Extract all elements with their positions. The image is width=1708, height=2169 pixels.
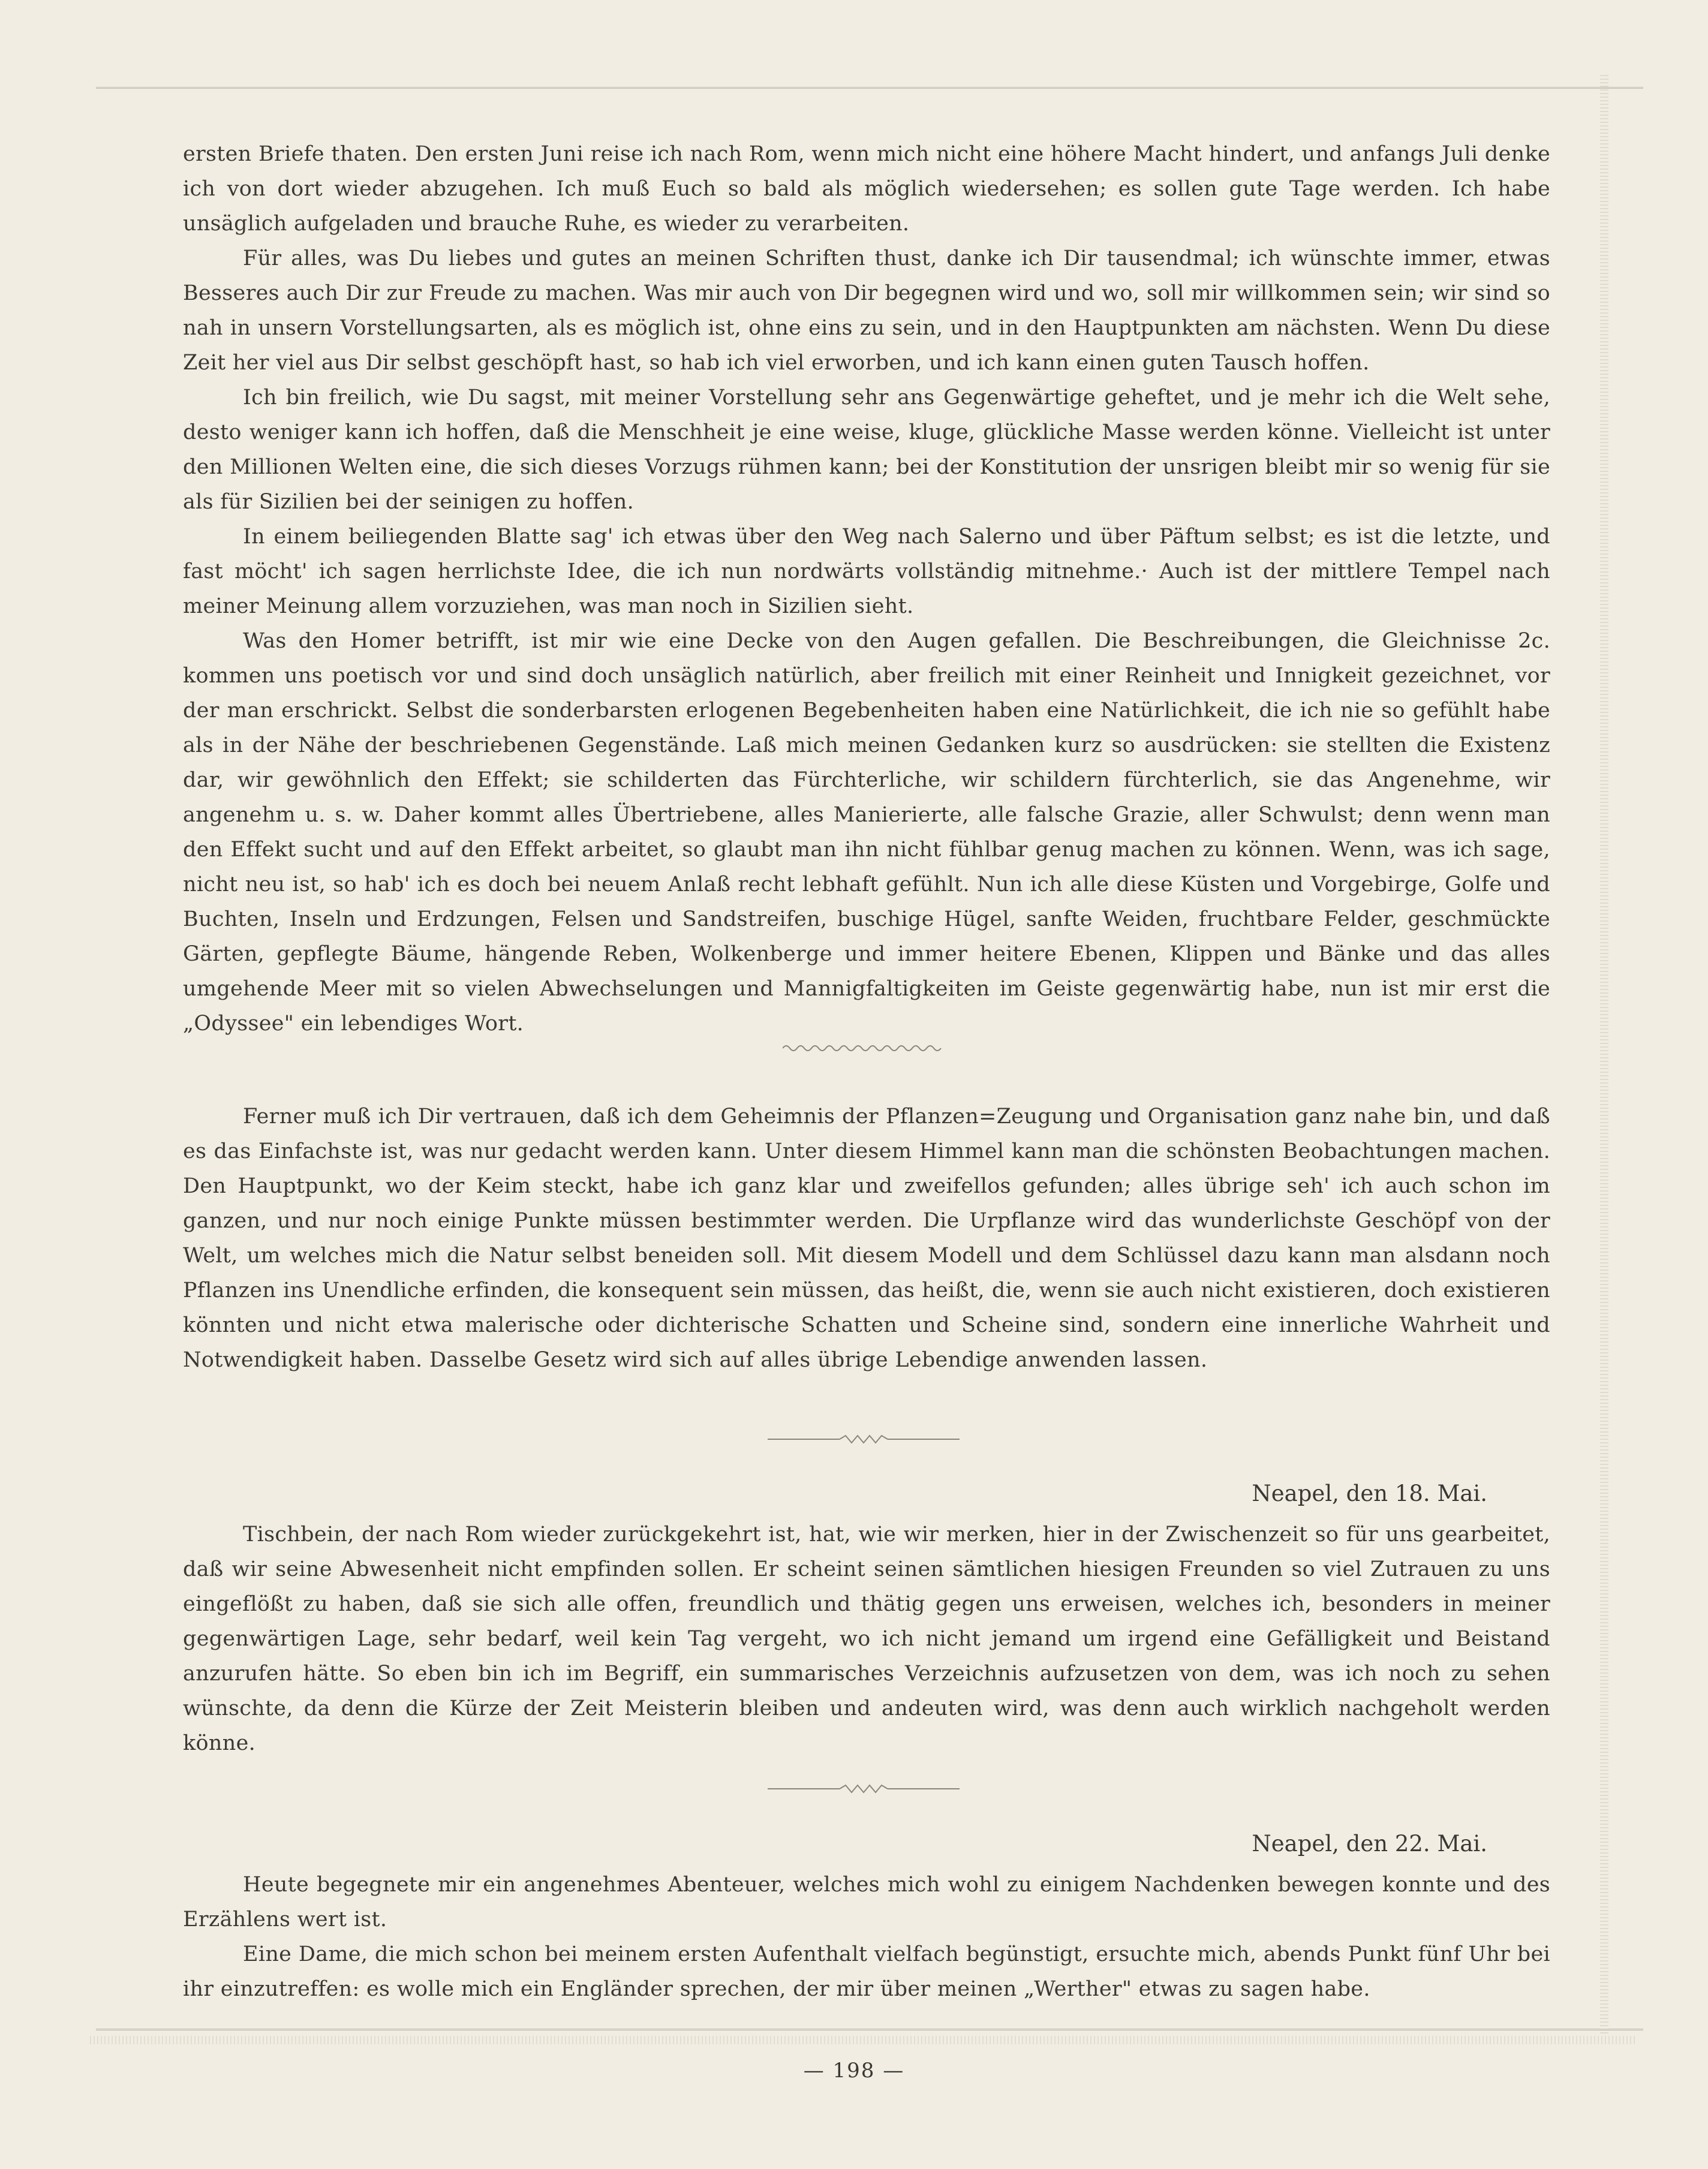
decorative-border-bottom [90,2036,1637,2044]
ornamental-divider [768,1433,960,1445]
paragraph: Eine Dame, die mich schon bei meinem ersten Aufenthalt vielfach begünstigt, ersuchte mich, abends Punkt fünf Uhr bei ihr einzutreffen: es wolle mich ein Engländer sprechen, der mir über meinen „Werther" etwas zu sagen habe. [183,1942,1550,2001]
page-number: — 198 — [803,2059,905,2083]
paragraph: Heute begegnete mir ein angenehmes Abenteuer, welches mich wohl zu einigem Nachdenken bewegen konnte und des Erzählens wert ist. [183,1873,1550,1932]
dateline: Neapel, den 22. Mai. [1252,1831,1487,1857]
paragraph: Für alles, was Du liebes und gutes an meinen Schriften thust, danke ich Dir tausendmal; ich wünschte immer, etwas Besseres auch Dir zur Freude zu machen. Was mir auch von Dir begegnen wird und wo, soll mir willkommen sein; wir sind so nah in unsern Vorstellungsarten, als es möglich ist, ohne eins zu sein, und in den Hauptpunkten am nächsten. Wenn Du diese Zeit her viel aus Dir selbst geschöpft hast, so hab ich viel erworben, und ich kann einen guten Tausch hoffen. [183,246,1550,375]
paragraph: Was den Homer betrifft, ist mir wie eine Decke von den Augen gefallen. Die Beschreibungen, die Gleichnisse 2c. kommen uns poetisch vor und sind doch unsäglich natürlich, aber freilich mit einer Reinheit und Innigkeit gezeichnet, vor der man erschrickt. Selbst die sonderbarsten erlogenen Begebenheiten haben eine Natürlichkeit, die ich nie so gefühlt habe als in der Nähe der beschriebenen Gegenstände. Laß mich meinen Gedanken kurz so ausdrücken: sie stellten die Existenz dar, wir gewöhnlich den Effekt; sie schilderten das Fürchterliche, wir schildern fürchterlich, sie das Angenehme, wir angenehm u. s. w. Daher kommt alles Übertriebene, alles Manierierte, alle falsche Grazie, aller Schwulst; denn wenn man den Effekt sucht und auf den Effekt arbeitet, so glaubt man ihn nicht fühlbar genug machen zu können. Wenn, was ich sage, nicht neu ist, so hab' ich es doch bei neuem Anlaß recht lebhaft gefühlt. Nun ich alle diese Küsten und Vorgebirge, Golfe und Buchten, Inseln und Erdzungen, Felsen und Sandstreifen, buschige Hügel, sanfte Weiden, fruchtbare Felder, geschmückte Gärten, gepflegte Bäume, hängende Reben, Wolkenberge und immer heitere Ebenen, Klippen und Bänke und das alles umgehende Meer mit so vielen Abwechselungen und Mannigfaltigkeiten im Geiste gegenwärtig habe, nun ist mir erst die „Odyssee" ein lebendiges Wort. [183,629,1550,1036]
section-2-text [183,1099,1550,1377]
section-3-text [183,1517,1550,1761]
section-1-text [183,137,1550,1041]
paragraph: Tischbein, der nach Rom wieder zurückgekehrt ist, hat, wie wir merken, hier in der Zwischenzeit so für uns gearbeitet, daß wir seine Abwesenheit nicht empfinden sollen. Er scheint seinen sämtlichen hiesigen Freunden so viel Zutrauen zu uns eingeflößt zu haben, daß sie sich alle offen, freundlich und thätig gegen uns erweisen, welches ich, besonders in meiner gegenwärtigen Lage, sehr bedarf, weil kein Tag vergeht, wo ich nicht jemand um irgend eine Gefälligkeit und Beistand anzurufen hätte. So eben bin ich im Begriff, ein summarisches Verzeichnis aufzusetzen von dem, was ich noch zu sehen wünschte, da denn die Kürze der Zeit Meisterin bleiben und andeuten wird, was denn auch wirklich nachgeholt werden könne. [183,1523,1550,1755]
paragraph: In einem beiliegenden Blatte sag' ich etwas über den Weg nach Salerno und über Päftum selbst; es ist die letzte, und fast möcht' ich sagen herrlichste Idee, die ich nun nordwärts vollständig mitnehme.· Auch ist der mittlere Tempel nach meiner Meinung allem vorzuziehen, was man noch in Sizilien sieht. [183,525,1550,618]
paragraph: ersten Briefe thaten. Den ersten Juni reise ich nach Rom, wenn mich nicht eine höhere Macht hindert, und anfangs Juli denke ich von dort wieder abzugehen. Ich muß Euch so bald als möglich wiedersehen; es sollen gute Tage werden. Ich habe unsäglich aufgeladen und brauche Ruhe, es wieder zu verarbeiten. [183,142,1550,236]
ornamental-divider [783,1042,945,1054]
paragraph: Ferner muß ich Dir vertrauen, daß ich dem Geheimnis der Pflanzen=Zeugung und Organisation ganz nahe bin, und daß es das Einfachste ist, was nur gedacht werden kann. Unter diesem Himmel kann man die schönsten Beobachtungen machen. Den Hauptpunkt, wo der Keim steckt, habe ich ganz klar und zweifellos gefunden; alles übrige seh' ich auch schon im ganzen, und nur noch einige Punkte müssen bestimmter werden. Die Urpflanze wird das wunderlichste Geschöpf von der Welt, um welches mich die Natur selbst beneiden soll. Mit diesem Modell und dem Schlüssel dazu kann man alsdann noch Pflanzen ins Unendliche erfinden, die konsequent sein müssen, das heißt, die, wenn sie auch nicht existieren, doch existieren könnten und nicht etwa malerische oder dichterische Schatten und Scheine sind, sondern eine innerliche Wahrheit und Notwendigkeit haben. Dasselbe Gesetz wird sich auf alles übrige Lebendige anwenden lassen. [183,1105,1550,1372]
dateline: Neapel, den 18. Mai. [1252,1481,1487,1506]
ornamental-divider [768,1783,960,1795]
decorative-border-right [1600,75,1608,2036]
section-4-text [183,1867,1550,2006]
paragraph: Ich bin freilich, wie Du sagst, mit meiner Vorstellung sehr ans Gegenwärtige geheftet, und je mehr ich die Welt sehe, desto weniger kann ich hoffen, daß die Menschheit je eine weise, kluge, glückliche Masse werden könne. Vielleicht ist unter den Millionen Welten eine, die sich dieses Vorzugs rühmen kann; bei der Konstitution der unsrigen bleibt mir so wenig für sie als für Sizilien bei der seinigen zu hoffen. [183,386,1550,514]
